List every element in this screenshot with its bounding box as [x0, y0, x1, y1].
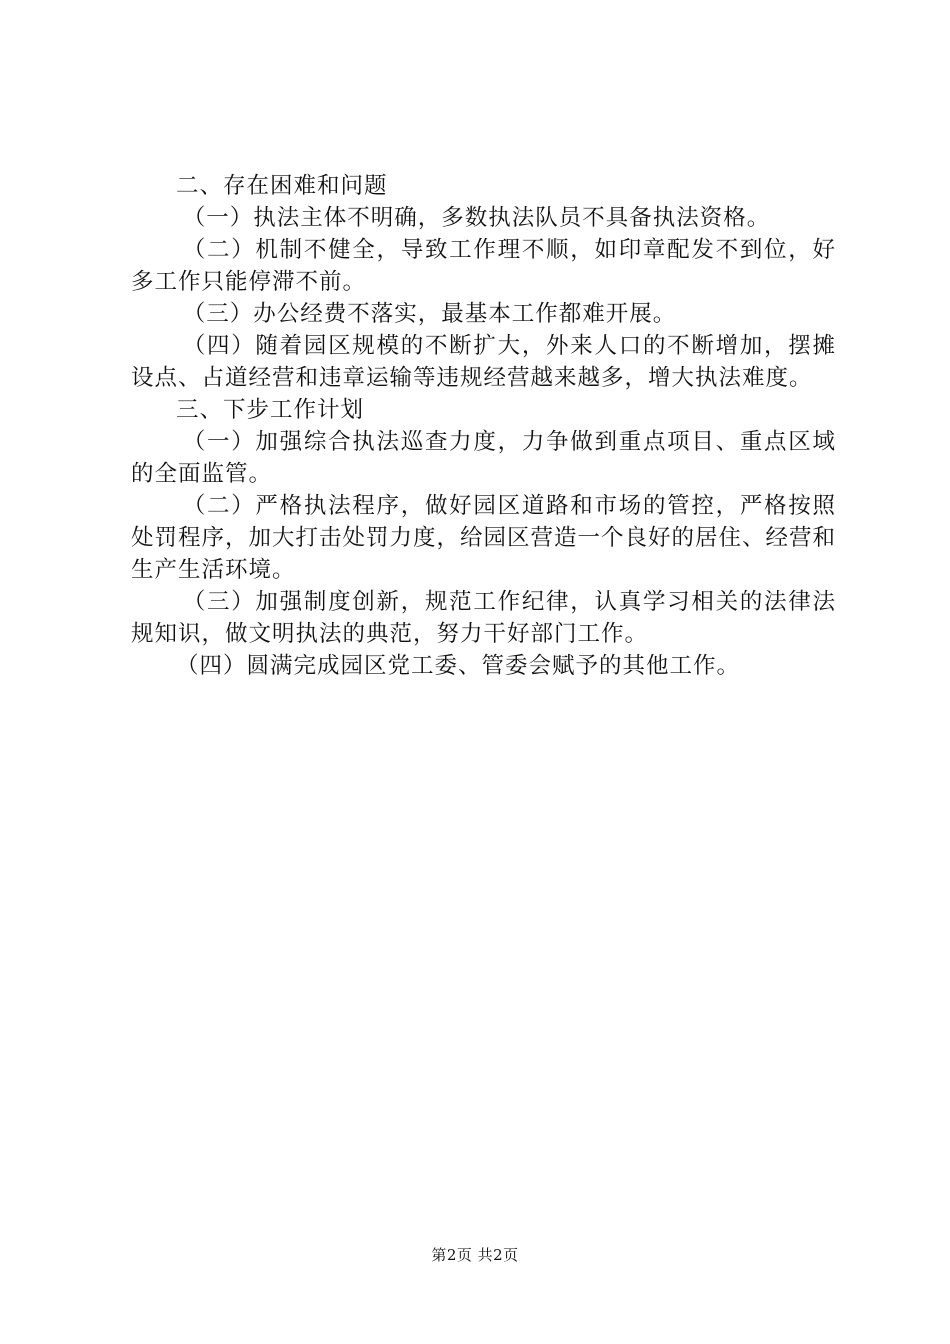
- paragraph: （一）加强综合执法巡查力度，力争做到重点项目、重点区域的全面监管。: [131, 429, 836, 487]
- paragraph: （二）严格执法程序，做好园区道路和市场的管控，严格按照处罚程序，加大打击处罚力度，给园区营造一个良好的居住、经营和生产生活环境。: [131, 493, 837, 583]
- paragraph: （三）办公经费不落实，最基本工作都难开展。: [182, 301, 677, 327]
- paragraph: （三）加强制度创新，规范工作纪律，认真学习相关的法律法规知识，做文明执法的典范，努力干好部门工作。: [131, 589, 836, 647]
- document-body: [131, 170, 836, 682]
- paragraph: （一）执法主体不明确，多数执法队员不具备执法资格。: [182, 205, 771, 231]
- section-heading-next-steps: 三、下步工作计划: [176, 397, 365, 423]
- paragraph: （二）机制不健全，导致工作理不顺，如印章配发不到位，好多工作只能停滞不前。: [131, 237, 836, 295]
- page-number-footer: 第2页 共2页: [431, 1246, 519, 1264]
- paragraph: （四）随着园区规模的不断扩大，外来人口的不断增加，摆摊设点、占道经营和违章运输等违规经营越来越多，增大执法难度。: [131, 333, 836, 391]
- paragraph: （四）圆满完成园区党工委、管委会赋予的其他工作。: [176, 653, 741, 679]
- section-heading-difficulties: 二、存在困难和问题: [176, 173, 388, 199]
